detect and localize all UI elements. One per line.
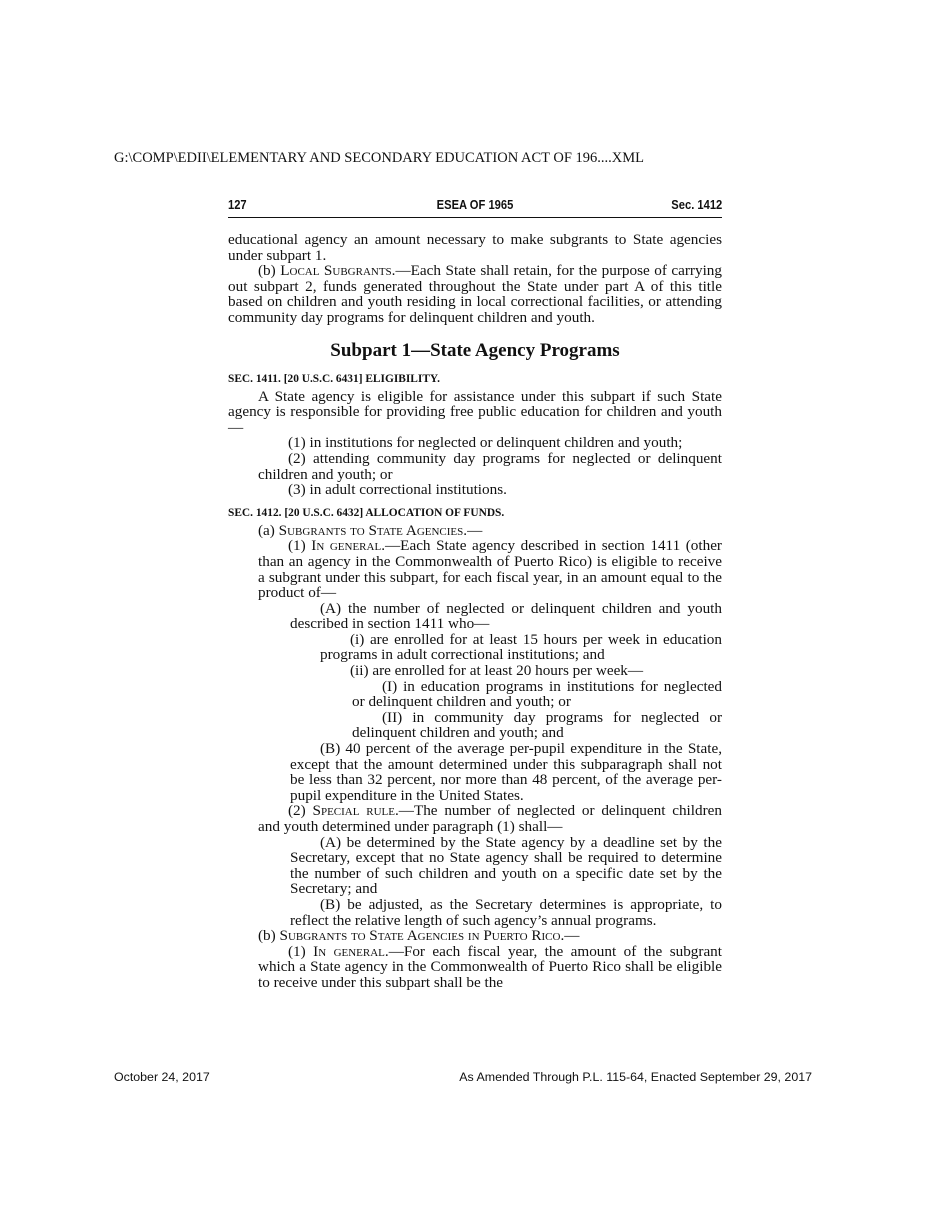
label: (2)	[288, 802, 313, 820]
label: (b)	[258, 927, 280, 945]
label: (1)	[288, 537, 312, 555]
paragraph-b1	[228, 944, 722, 991]
subparagraph-a2A: (A) be determined by the State agency by a deadline set by the Secretary, except that no State agency shall be required to determine the number of such children and youth on a specific date set by the Secretary; and	[290, 833, 722, 898]
subpart-heading: Subpart 1—State Agency Programs	[330, 339, 620, 361]
running-head-title: ESEA OF 1965	[436, 197, 514, 212]
paragraph-b1-title: In general	[313, 942, 385, 960]
subclause-a1AiiI: (I) in education programs in institutions for neglected or delinquent children and youth; or	[352, 677, 722, 711]
clause-a1Ai: (i) are enrolled for at least 15 hours per week in education programs in adult correctional institutions; and	[320, 630, 722, 664]
document-body	[228, 232, 722, 991]
running-head	[228, 197, 722, 218]
running-head-section: Sec. 1412	[671, 197, 722, 212]
continued-paragraph: educational agency an amount necessary to make subgrants to State agencies under subpart 1.	[228, 231, 722, 264]
subsection-b-title: Subgrants to State Agencies in Puerto Rico	[279, 927, 561, 945]
dash: .—	[463, 521, 483, 539]
footer-amendment-note: As Amended Through P.L. 115-64, Enacted September 29, 2017	[459, 1070, 812, 1084]
label: (1)	[288, 942, 314, 960]
section-1412-heading: SEC. 1412. [20 U.S.C. 6432] ALLOCATION OF FUNDS.	[228, 506, 505, 519]
section-1411-heading: SEC. 1411. [20 U.S.C. 6431] ELIGIBILITY.	[228, 372, 440, 385]
footer-date: October 24, 2017	[114, 1070, 210, 1084]
page-number: 127	[228, 197, 247, 212]
subsection-a-heading	[228, 523, 722, 539]
subparagraph-a1A: (A) the number of neglected or delinquent children and youth described in section 1411 who—	[290, 599, 722, 633]
subparagraph-a2B: (B) be adjusted, as the Secretary determines is appropriate, to reflect the relative length of such agency’s annual programs.	[290, 895, 722, 929]
section-1411-item-2: (2) attending community day programs for neglected or delinquent children and youth; or	[258, 449, 722, 483]
paragraph-a2-text: .—The number of neglected or delinquent children and youth determined under paragraph (1) shall—	[258, 802, 722, 835]
clause-a1Aii: (ii) are enrolled for at least 20 hours per week—	[350, 662, 644, 680]
paragraph-a1-title: In general	[311, 537, 382, 555]
subclause-a1AiiII: (II) in community day programs for neglected or delinquent children and youth; and	[352, 708, 722, 742]
paragraph-a1	[228, 538, 722, 600]
label: (a)	[258, 521, 279, 539]
subsection-b-heading	[228, 928, 722, 944]
local-subgrants-paragraph	[228, 263, 722, 325]
label: (b)	[258, 262, 281, 280]
paragraph-a2	[228, 803, 722, 834]
dash: .—	[560, 927, 580, 945]
file-path: G:\COMP\EDII\ELEMENTARY AND SECONDARY EDUCATION ACT OF 196....XML	[114, 150, 644, 166]
section-1411-item-1: (1) in institutions for neglected or delinquent children and youth;	[288, 434, 683, 452]
section-1411-intro: A State agency is eligible for assistance under this subpart if such State agency is responsible for providing free public education for children and youth—	[228, 387, 722, 436]
section-1411-item-3: (3) in adult correctional institutions.	[288, 481, 507, 499]
subsection-a-title: Subgrants to State Agencies	[278, 521, 464, 539]
local-subgrants-heading: Local Subgrants	[280, 262, 392, 280]
local-subgrants-text: .—Each State shall retain, for the purpose of carrying out subpart 2, funds generated throughout the State under part A of this title based on children and youth residing in local correctional facilities, or attending community day programs for delinquent children and youth.	[228, 262, 722, 326]
paragraph-a1-text: .—Each State agency described in section 1411 (other than an agency in the Commonwealth of Puerto Rico) is eligible to receive a subgrant under this subpart, for each fiscal year, in an amount equal to the product of—	[258, 537, 722, 602]
paragraph-a2-title: Special rule	[312, 802, 395, 820]
paragraph-b1-text: .—For each fiscal year, the amount of the subgrant which a State agency in the Commonwealth of Puerto Rico shall be eligible to receive under this subpart shall be the	[258, 942, 722, 991]
subparagraph-a1B: (B) 40 percent of the average per-pupil expenditure in the State, except that the amount determined under this subparagraph shall not be less than 32 percent, nor more than 48 percent, of the average per-pupil expenditure in the United States.	[290, 740, 722, 804]
